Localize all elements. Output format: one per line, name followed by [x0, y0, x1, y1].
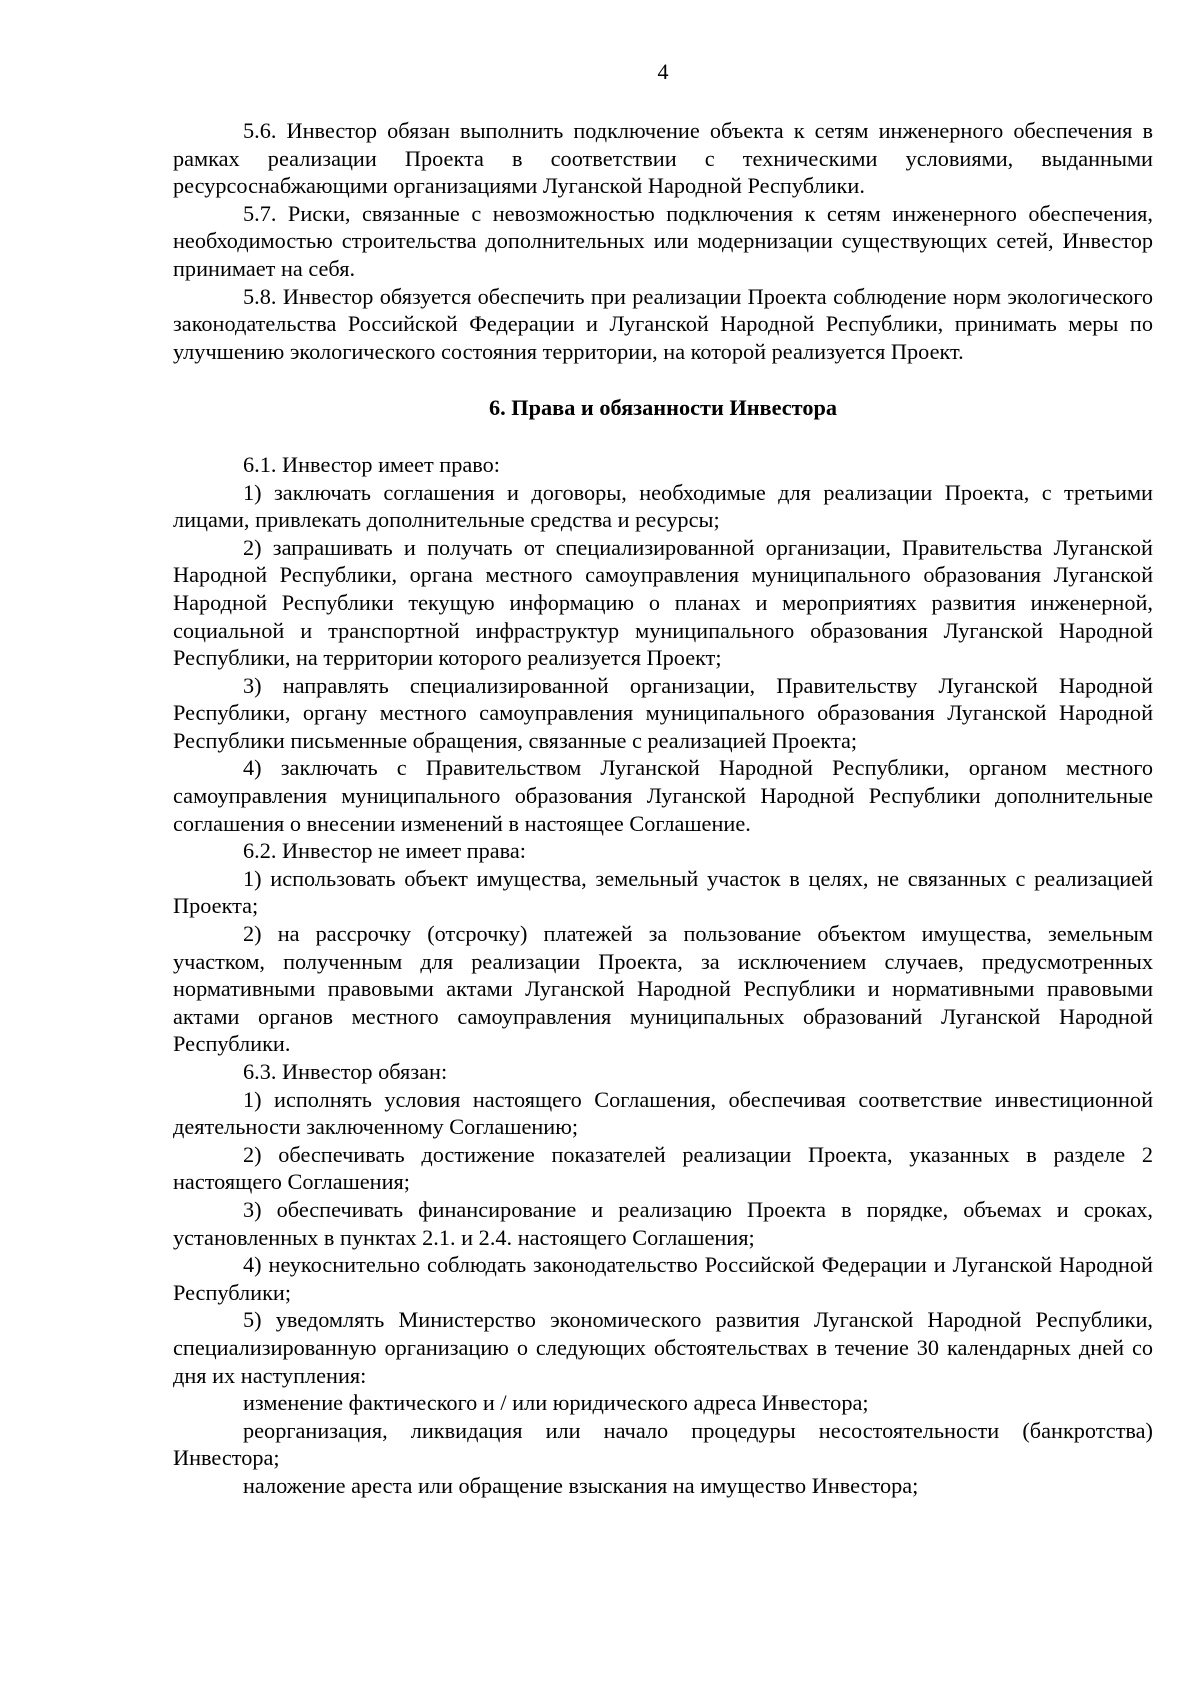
- list-item: 3) обеспечивать финансирование и реализацию Проекта в порядке, объемах и сроках, установленных в пунктах 2.1. и 2.4. настоящего Соглашения;: [173, 1196, 1153, 1250]
- spacer: [173, 365, 1153, 394]
- paragraph-6-2: 6.2. Инвестор не имеет права:: [243, 838, 526, 864]
- sub-item: наложение ареста или обращение взыскания на имущество Инвестора;: [243, 1472, 919, 1498]
- list-item: 2) запрашивать и получать от специализированной организации, Правительства Луганской Народной Республики, органа местного самоуправления муниципального образования Луганской Народной Республики текущую информацию о планах и мероприятиях развития инженерной, социальной и транспортной инфраструктур муниципального образования Луганской Народной Республики, на территории которого реализуется Проект;: [173, 534, 1153, 671]
- paragraph-6-1: 6.1. Инвестор имеет право:: [243, 451, 500, 477]
- paragraph-5-6: 5.6. Инвестор обязан выполнить подключение объекта к сетям инженерного обеспечения в рамках реализации Проекта в соответствии с техническими условиями, выданными ресурсоснабжающими организациями Луганской Народной Республики.: [173, 118, 1153, 199]
- list-item: 1) заключать соглашения и договоры, необходимые для реализации Проекта, с третьими лицами, привлекать дополнительные средства и ресурсы;: [173, 479, 1153, 533]
- sub-item: реорганизация, ликвидация или начало процедуры несостоятельности (банкротства) Инвестора;: [173, 1417, 1153, 1471]
- list-item: 1) исполнять условия настоящего Соглашения, обеспечивая соответствие инвестиционной деятельности заключенному Соглашению;: [173, 1086, 1153, 1140]
- list-item: 4) заключать с Правительством Луганской Народной Республики, органом местного самоуправления муниципального образования Луганской Народной Республики дополнительные соглашения о внесении изменений в настоящее Соглашение.: [173, 755, 1153, 836]
- document-body: [173, 117, 1153, 1500]
- list-item: 1) использовать объект имущества, земельный участок в целях, не связанных с реализацией Проекта;: [173, 865, 1153, 919]
- spacer: [173, 422, 1153, 451]
- list-item: 4) неукоснительно соблюдать законодательство Российской Федерации и Луганской Народной Республики;: [173, 1252, 1153, 1305]
- list-item: 2) обеспечивать достижение показателей реализации Проекта, указанных в разделе 2 настоящего Соглашения;: [173, 1141, 1153, 1195]
- section-6-heading: 6. Права и обязанности Инвестора: [488, 395, 838, 421]
- paragraph-5-7: 5.7. Риски, связанные с невозможностью подключения к сетям инженерного обеспечения, необходимостью строительства дополнительных или модернизации существующих сетей, Инвестор принимает на себя.: [173, 200, 1153, 281]
- sub-item: изменение фактического и / или юридического адреса Инвестора;: [243, 1390, 869, 1416]
- list-item: 5) уведомлять Министерство экономического развития Луганской Народной Республики, специализированную организацию о следующих обстоятельствах в течение 30 календарных дней со дня их наступления:: [173, 1307, 1153, 1388]
- list-item: 2) на рассрочку (отсрочку) платежей за пользование объектом имущества, земельным участком, полученным для реализации Проекта, за исключением случаев, предусмотренных нормативными правовыми актами Луганской Народной Республики и нормативными правовыми актами органов местного самоуправления муниципальных образований Луганской Народной Республики.: [173, 921, 1153, 1057]
- list-item: 3) направлять специализированной организации, Правительству Луганской Народной Республики, органу местного самоуправления муниципального образования Луганской Народной Республики письменные обращения, связанные с реализацией Проекта;: [173, 672, 1153, 753]
- paragraph-5-8: 5.8. Инвестор обязуется обеспечить при реализации Проекта соблюдение норм экологического законодательства Российской Федерации и Луганской Народной Республики, принимать меры по улучшению экологического состояния территории, на которой реализуется Проект.: [173, 283, 1153, 364]
- paragraph-6-3: 6.3. Инвестор обязан:: [243, 1059, 448, 1084]
- page-number: 4: [657, 59, 669, 84]
